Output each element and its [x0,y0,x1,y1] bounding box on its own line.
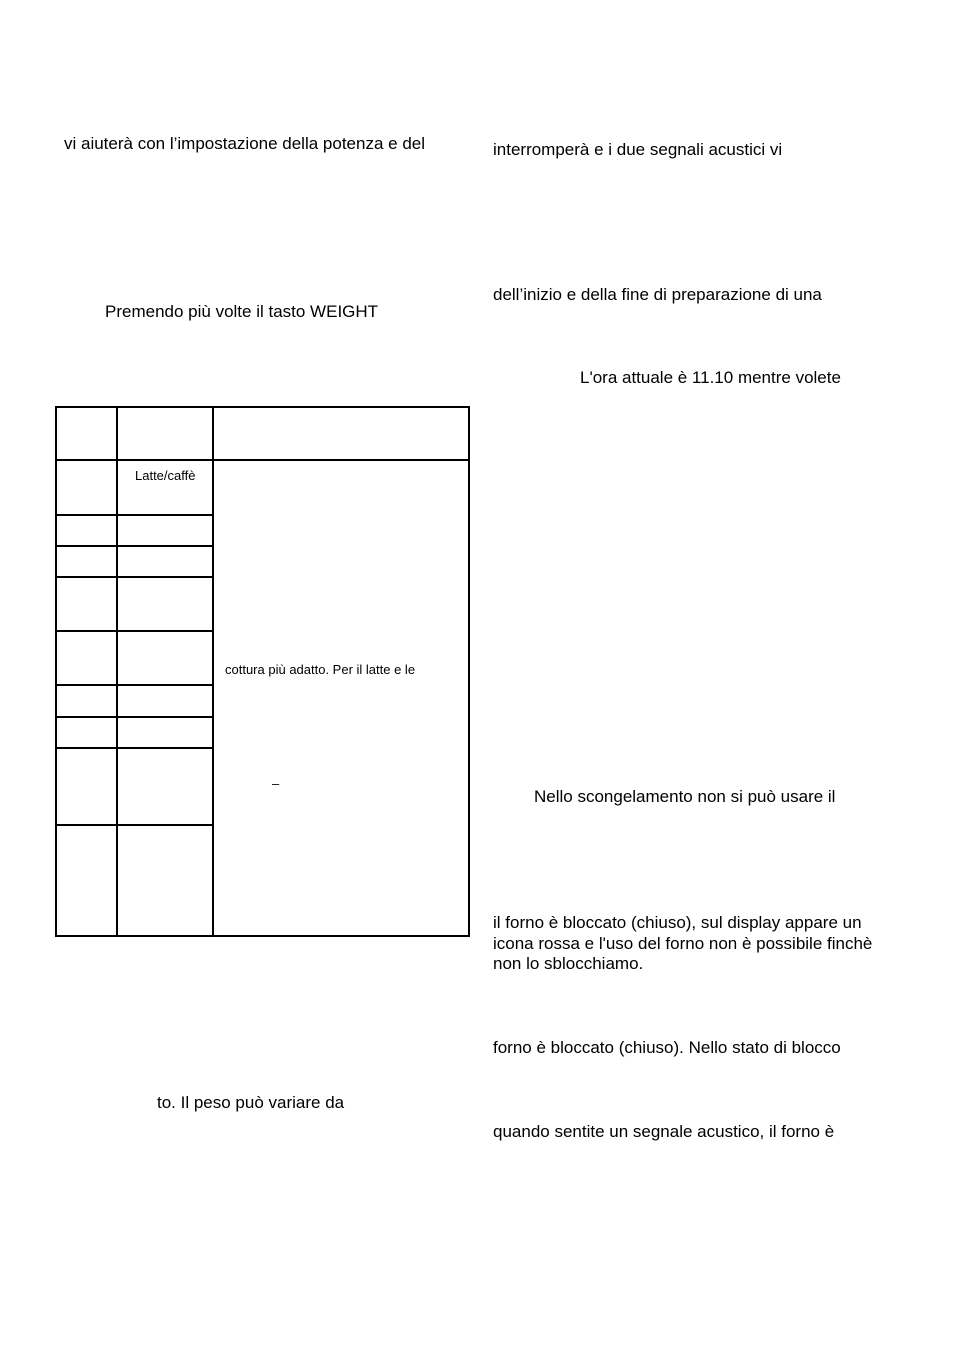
table-cell-dash: – [272,776,280,791]
right-paragraph-lock: il forno è bloccato (chiuso), sul display appare un icona rossa e l'uso del forno non è possibile finchè non lo sblocchiamo. [493,913,873,973]
right-text-line-3: L'ora attuale è 11.10 mentre volete [580,368,841,387]
right-text-line-1: interromperà e i due segnali acustici vi [493,140,783,159]
table-row-sep [55,576,214,578]
left-text-line-3: to. Il peso può variare da [157,1093,345,1112]
table-row-sep [55,545,214,547]
table-row-sep [55,684,214,686]
right-text-line-6: quando sentite un segnale acustico, il forno è [493,1122,835,1141]
left-text-line-2: Premendo più volte il tasto WEIGHT [105,302,379,321]
table-row-sep [55,716,214,718]
table-row-sep [55,824,214,826]
table-header-sep [55,459,470,461]
left-text-line-1: vi aiuterà con l’impostazione della potenza e del [64,134,426,153]
table-border-left [55,406,57,937]
right-text-line-5: forno è bloccato (chiuso). Nello stato di blocco [493,1038,841,1057]
table-cell-merged-text: cottura più adatto. Per il latte e le [225,662,416,677]
table-row-sep [55,747,214,749]
table-cell-latte-caffe: Latte/caffè [135,468,196,483]
table-row-sep [55,630,214,632]
table-col-sep-1 [116,406,118,937]
right-text-line-4: Nello scongelamento non si può usare il [534,787,836,806]
right-text-line-2: dell’inizio e della fine di preparazione di una [493,285,822,304]
table-border-right [468,406,470,937]
weight-table [55,406,470,937]
table-row-sep [55,514,214,516]
table-col-sep-2 [212,406,214,937]
